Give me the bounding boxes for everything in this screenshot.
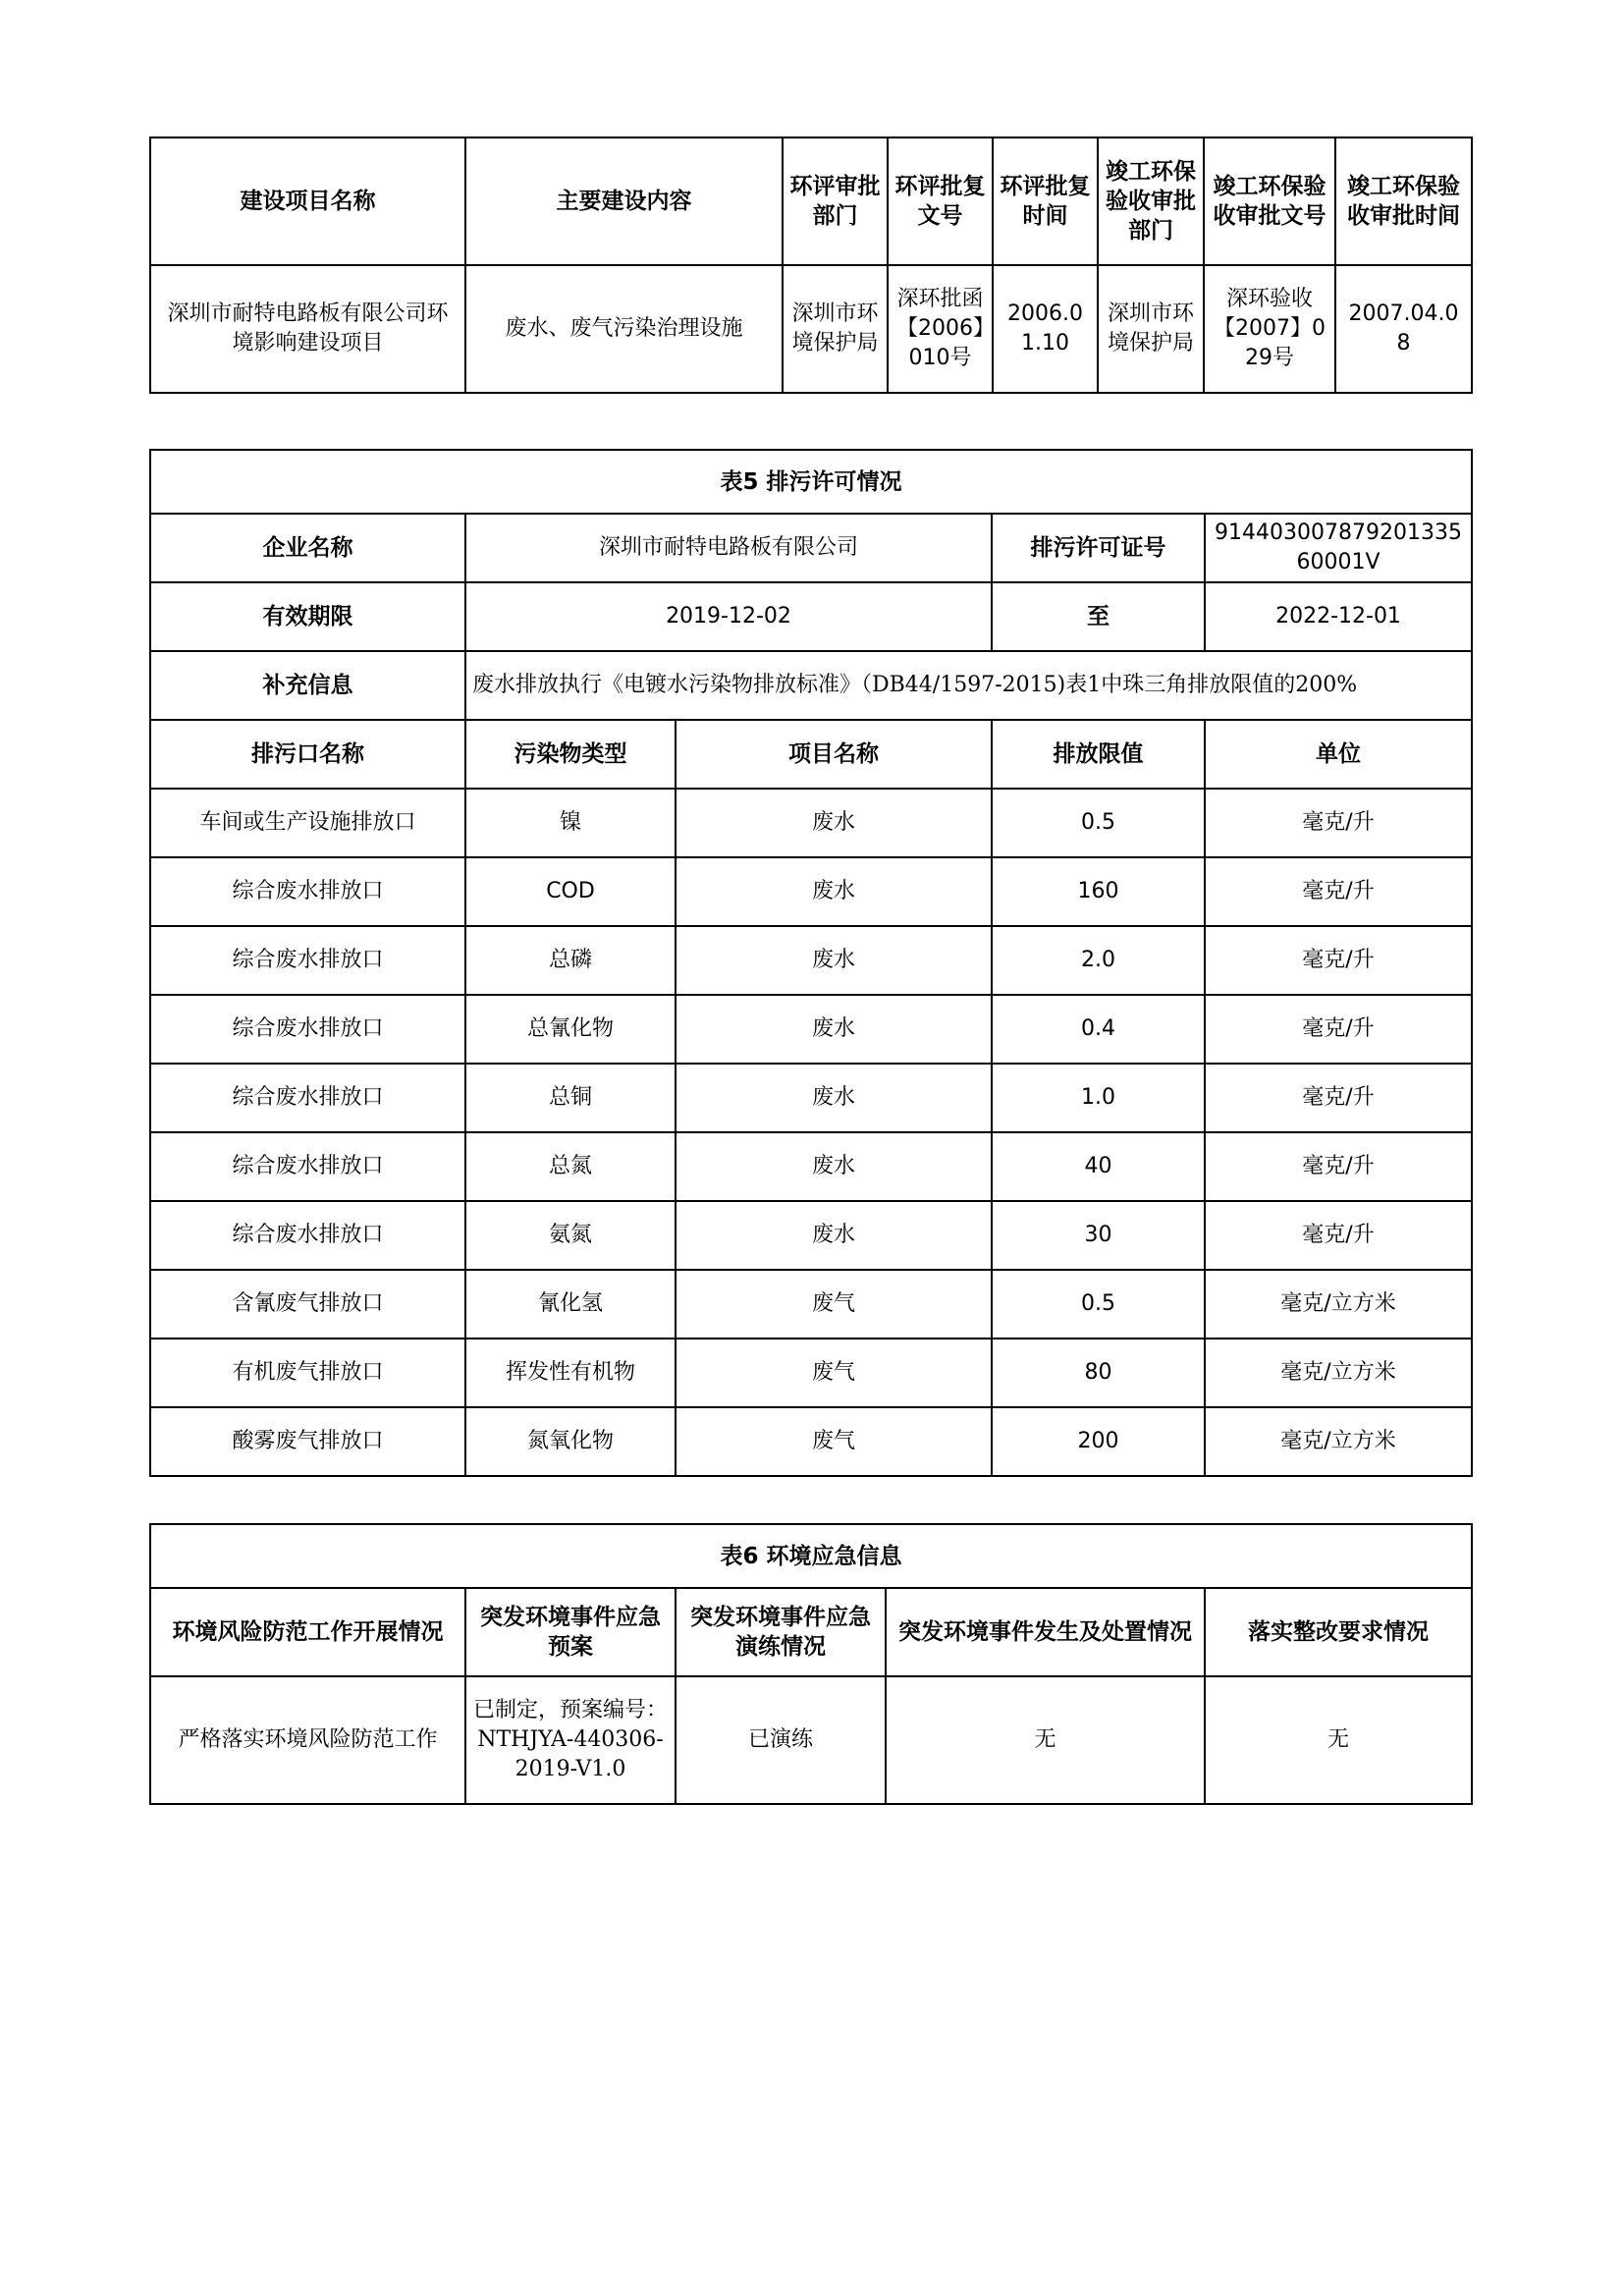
cell-pollutant-type: 总氰化物 <box>465 995 676 1064</box>
cell-pollutant-type: 氮氧化物 <box>465 1407 676 1476</box>
table-row <box>150 1339 1472 1407</box>
header-emergency-drill: 突发环境事件应急演练情况 <box>676 1588 886 1676</box>
header-incident-handling: 突发环境事件发生及处置情况 <box>886 1588 1205 1676</box>
company-value: 深圳市耐特电路板有限公司 <box>465 514 992 582</box>
table-title: 表5 排污许可情况 <box>150 450 1472 514</box>
validity-row <box>150 582 1472 651</box>
cell-project-name: 深圳市耐特电路板有限公司环境影响建设项目 <box>150 265 465 393</box>
header-pollutant-type: 污染物类型 <box>465 720 676 789</box>
cell-unit: 毫克/升 <box>1205 1132 1472 1201</box>
cell-unit: 毫克/升 <box>1205 995 1472 1064</box>
emergency-info-table <box>149 1523 1473 1805</box>
cell-pollutant-type: 总磷 <box>465 926 676 995</box>
table-row <box>150 265 1472 393</box>
cell-unit: 毫克/升 <box>1205 1201 1472 1270</box>
table-title-row <box>150 1524 1472 1588</box>
permit-value: 91440300787920133560001V <box>1205 514 1472 582</box>
project-approval-table <box>149 137 1473 394</box>
cell-eia-date: 2006.01.10 <box>993 265 1098 393</box>
validity-to-label: 至 <box>992 582 1205 651</box>
table-row <box>150 1407 1472 1476</box>
table-row <box>150 1270 1472 1339</box>
cell-outlet-name: 车间或生产设施排放口 <box>150 789 465 857</box>
header-outlet-name: 排污口名称 <box>150 720 465 789</box>
cell-limit: 160 <box>992 857 1205 926</box>
validity-to: 2022-12-01 <box>1205 582 1472 651</box>
cell-pollutant-type: 镍 <box>465 789 676 857</box>
header-eia-dept: 环评审批部门 <box>783 137 888 265</box>
header-eia-date: 环评批复时间 <box>993 137 1098 265</box>
header-eia-doc-no: 环评批复文号 <box>888 137 993 265</box>
cell-outlet-name: 酸雾废气排放口 <box>150 1407 465 1476</box>
cell-item-name: 废水 <box>676 1132 992 1201</box>
cell-acceptance-date: 2007.04.08 <box>1335 265 1472 393</box>
cell-item-name: 废气 <box>676 1407 992 1476</box>
cell-pollutant-type: 总铜 <box>465 1064 676 1132</box>
table-row <box>150 995 1472 1064</box>
cell-limit: 0.5 <box>992 1270 1205 1339</box>
header-project-name: 建设项目名称 <box>150 137 465 265</box>
table-row <box>150 926 1472 995</box>
header-unit: 单位 <box>1205 720 1472 789</box>
cell-acceptance-doc-no: 深环验收【2007】029号 <box>1204 265 1335 393</box>
cell-emergency-drill: 已演练 <box>676 1676 886 1804</box>
header-item-name: 项目名称 <box>676 720 992 789</box>
header-acceptance-doc-no: 竣工环保验收审批文号 <box>1204 137 1335 265</box>
table-header-row <box>150 1588 1472 1676</box>
cell-outlet-name: 综合废水排放口 <box>150 1064 465 1132</box>
header-acceptance-date: 竣工环保验收审批时间 <box>1335 137 1472 265</box>
table-title: 表6 环境应急信息 <box>150 1524 1472 1588</box>
cell-unit: 毫克/立方米 <box>1205 1407 1472 1476</box>
cell-item-name: 废水 <box>676 1201 992 1270</box>
cell-unit: 毫克/立方米 <box>1205 1339 1472 1407</box>
cell-rectification: 无 <box>1205 1676 1472 1804</box>
cell-eia-doc-no: 深环批函【2006】010号 <box>888 265 993 393</box>
header-main-content: 主要建设内容 <box>465 137 783 265</box>
cell-outlet-name: 含氰废气排放口 <box>150 1270 465 1339</box>
extra-info-row <box>150 651 1472 720</box>
company-label: 企业名称 <box>150 514 465 582</box>
header-limit: 排放限值 <box>992 720 1205 789</box>
cell-pollutant-type: 氰化氢 <box>465 1270 676 1339</box>
cell-unit: 毫克/升 <box>1205 926 1472 995</box>
cell-limit: 2.0 <box>992 926 1205 995</box>
permit-label: 排污许可证号 <box>992 514 1205 582</box>
cell-outlet-name: 有机废气排放口 <box>150 1339 465 1407</box>
cell-item-name: 废气 <box>676 1270 992 1339</box>
table-title-row <box>150 450 1472 514</box>
cell-item-name: 废水 <box>676 995 992 1064</box>
table-row <box>150 1064 1472 1132</box>
cell-outlet-name: 综合废水排放口 <box>150 857 465 926</box>
cell-risk-prevention: 严格落实环境风险防范工作 <box>150 1676 465 1804</box>
cell-acceptance-dept: 深圳市环境保护局 <box>1098 265 1204 393</box>
extra-info-value: 废水排放执行《电镀水污染物排放标准》（DB44/1597-2015)表1中珠三角排放限值的200% <box>465 651 1472 720</box>
discharge-permit-table <box>149 449 1473 1477</box>
cell-item-name: 废水 <box>676 1064 992 1132</box>
header-risk-prevention: 环境风险防范工作开展情况 <box>150 1588 465 1676</box>
table-header-row <box>150 720 1472 789</box>
validity-label: 有效期限 <box>150 582 465 651</box>
extra-info-label: 补充信息 <box>150 651 465 720</box>
cell-emergency-plan: 已制定，预案编号：NTHJYA-440306-2019-V1.0 <box>465 1676 676 1804</box>
cell-unit: 毫克/升 <box>1205 789 1472 857</box>
cell-unit: 毫克/升 <box>1205 1064 1472 1132</box>
validity-from: 2019-12-02 <box>465 582 992 651</box>
cell-pollutant-type: 挥发性有机物 <box>465 1339 676 1407</box>
cell-limit: 1.0 <box>992 1064 1205 1132</box>
header-rectification: 落实整改要求情况 <box>1205 1588 1472 1676</box>
table-row <box>150 789 1472 857</box>
cell-incident-handling: 无 <box>886 1676 1205 1804</box>
cell-limit: 200 <box>992 1407 1205 1476</box>
table-row <box>150 1132 1472 1201</box>
cell-limit: 30 <box>992 1201 1205 1270</box>
cell-item-name: 废水 <box>676 857 992 926</box>
cell-unit: 毫克/升 <box>1205 857 1472 926</box>
table-row <box>150 857 1472 926</box>
cell-outlet-name: 综合废水排放口 <box>150 995 465 1064</box>
cell-item-name: 废水 <box>676 926 992 995</box>
cell-limit: 0.5 <box>992 789 1205 857</box>
cell-limit: 80 <box>992 1339 1205 1407</box>
cell-outlet-name: 综合废水排放口 <box>150 1201 465 1270</box>
cell-limit: 40 <box>992 1132 1205 1201</box>
cell-item-name: 废气 <box>676 1339 992 1407</box>
cell-pollutant-type: 氨氮 <box>465 1201 676 1270</box>
company-row <box>150 514 1472 582</box>
cell-pollutant-type: 总氮 <box>465 1132 676 1201</box>
header-acceptance-dept: 竣工环保验收审批部门 <box>1098 137 1204 265</box>
cell-outlet-name: 综合废水排放口 <box>150 1132 465 1201</box>
cell-unit: 毫克/立方米 <box>1205 1270 1472 1339</box>
cell-outlet-name: 综合废水排放口 <box>150 926 465 995</box>
table-header-row <box>150 137 1472 265</box>
cell-pollutant-type: COD <box>465 857 676 926</box>
table-row <box>150 1676 1472 1804</box>
table-row <box>150 1201 1472 1270</box>
header-emergency-plan: 突发环境事件应急预案 <box>465 1588 676 1676</box>
cell-main-content: 废水、废气污染治理设施 <box>465 265 783 393</box>
cell-eia-dept: 深圳市环境保护局 <box>783 265 888 393</box>
cell-limit: 0.4 <box>992 995 1205 1064</box>
cell-item-name: 废水 <box>676 789 992 857</box>
